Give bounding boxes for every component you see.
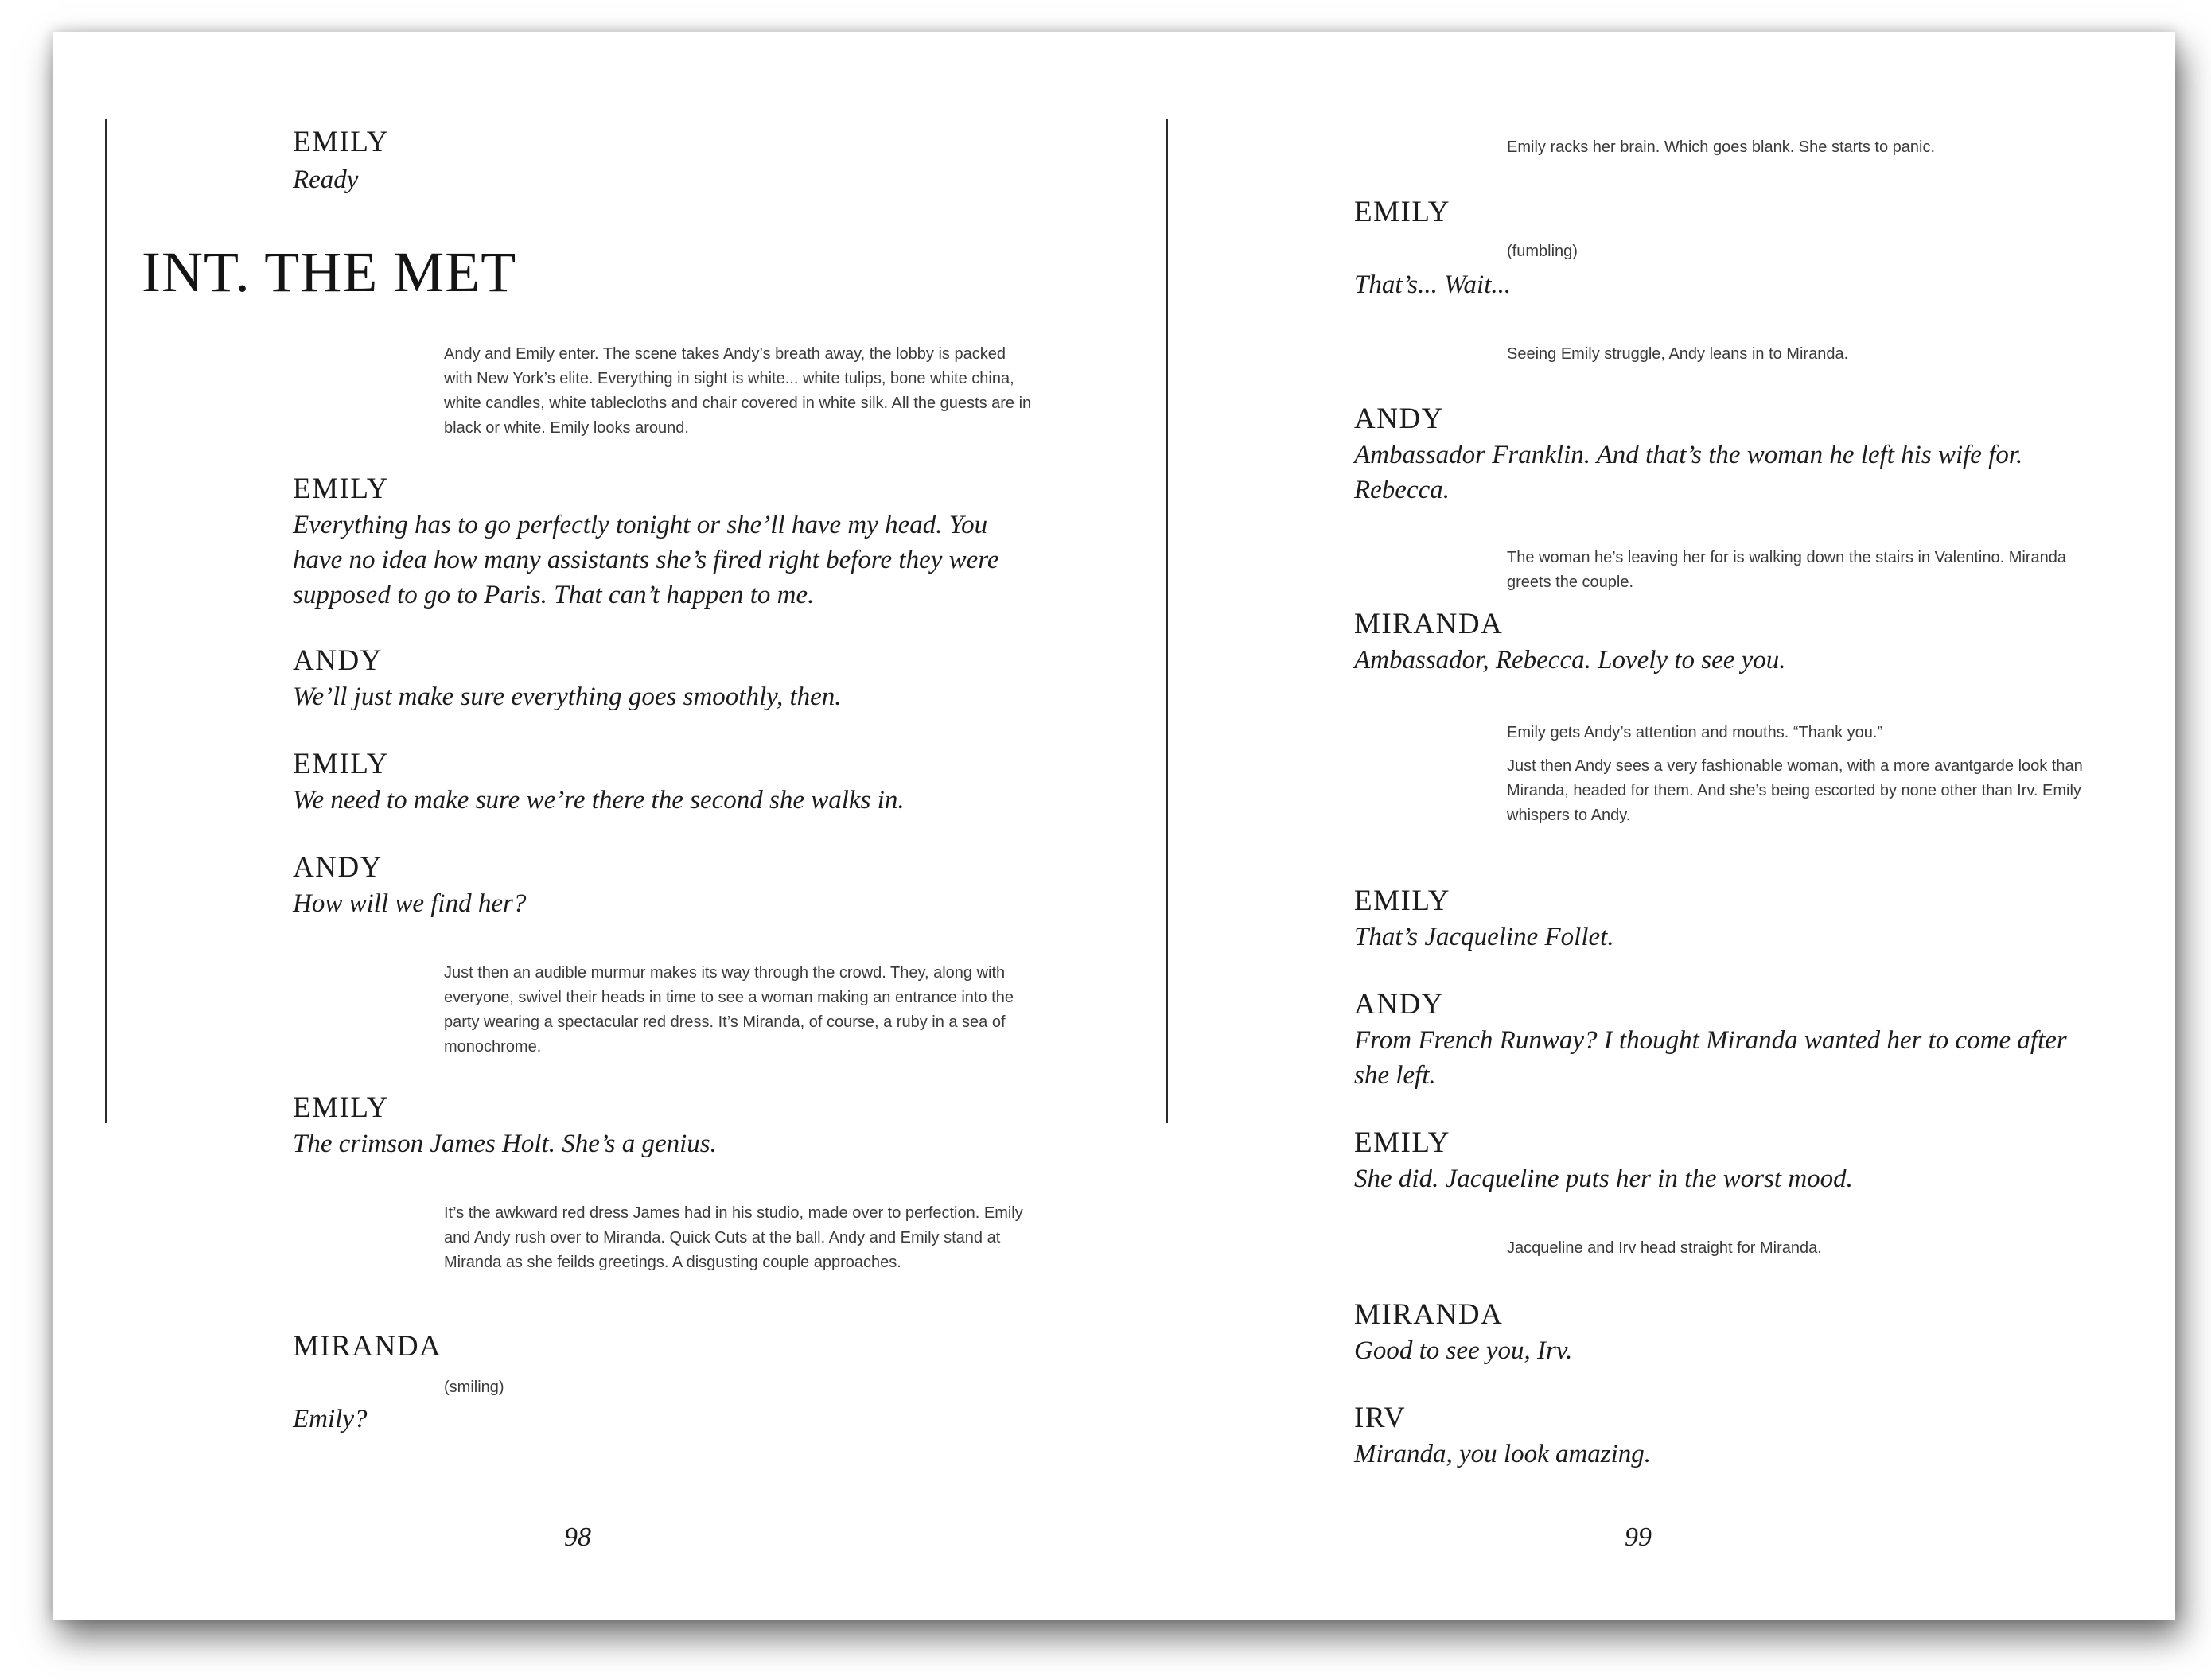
dialogue: That’s Jacqueline Follet. xyxy=(1354,923,1614,951)
character-name: EMILY xyxy=(1354,1126,1450,1159)
parenthetical: (fumbling) xyxy=(1507,243,1578,260)
dialogue: How will we find her? xyxy=(293,889,527,918)
character-name: IRV xyxy=(1354,1402,1407,1434)
action-text: Emily gets Andy’s attention and mouths. “Thank you.” xyxy=(1507,724,1883,741)
dialogue: Ready xyxy=(293,165,359,194)
dialogue: Emily? xyxy=(293,1405,368,1433)
character-name: EMILY xyxy=(293,472,389,505)
dialogue: Ambassador, Rebecca. Lovely to see you. xyxy=(1354,646,1786,675)
character-name: ANDY xyxy=(293,644,383,677)
dialogue: Everything has to go perfectly tonight or she’ll have my head. You have no idea how many assistants she’s fired right before they were supposed to go to Paris. That can’t happen to me. xyxy=(293,511,999,609)
character-name: EMILY xyxy=(1354,885,1450,917)
character-name: EMILY xyxy=(1354,196,1450,228)
character-name: MIRANDA xyxy=(293,1330,442,1363)
dialogue: Miranda, you look amazing. xyxy=(1354,1440,1652,1468)
character-name: EMILY xyxy=(293,126,389,158)
dialogue: That’s... Wait... xyxy=(1354,270,1512,299)
parenthetical: (smiling) xyxy=(444,1379,504,1396)
scene-heading: INT. THE MET xyxy=(142,240,517,304)
dialogue: Ambassador Franklin. And that’s the woman he left his wife for. Rebecca. xyxy=(1354,441,2023,504)
action-text: It’s the awkward red dress James had in his studio, made over to perfection. Emily and Andy rush over to Miranda. Quick Cuts at the ball. Andy and Emily stand at Miranda as she feilds greetings. A disgusting couple approaches. xyxy=(444,1204,1023,1271)
left-page xyxy=(53,32,1114,1620)
action-text: Just then Andy sees a very fashionable woman, with a more avantgarde look than Miranda, headed for them. And she’s being escorted by none other than Irv. Emily whispers to Andy. xyxy=(1507,757,2083,824)
character-name: ANDY xyxy=(293,851,383,884)
character-name: EMILY xyxy=(293,748,389,780)
action-text: Andy and Emily enter. The scene takes Andy’s breath away, the lobby is packed with New York’s elite. Everything in sight is white... white tulips, bone white china, white candles, white tablecloths and chair covered in white silk. All the guests are in black or white. Emily looks around. xyxy=(444,345,1032,437)
right-page xyxy=(1114,32,2175,1620)
page-number: 98 xyxy=(564,1522,591,1552)
book-spread xyxy=(53,32,2175,1620)
character-name: EMILY xyxy=(293,1091,389,1124)
character-name: ANDY xyxy=(1354,402,1444,435)
dialogue: From French Runway? I thought Miranda wanted her to come after she left. xyxy=(1354,1026,2067,1090)
action-text: Just then an audible murmur makes its way through the crowd. They, along with everyone, swivel their heads in time to see a woman making an entrance into the party wearing a spectacular red dress. It’s Miranda, of course, a ruby in a sea of monochrome. xyxy=(444,964,1014,1056)
dialogue: We need to make sure we’re there the second she walks in. xyxy=(293,786,905,815)
character-name: MIRANDA xyxy=(1354,608,1504,640)
character-name: MIRANDA xyxy=(1354,1298,1504,1331)
action-text: Emily racks her brain. Which goes blank. She starts to panic. xyxy=(1507,138,1936,156)
action-text: The woman he’s leaving her for is walking down the stairs in Valentino. Miranda greets the couple. xyxy=(1507,549,2066,591)
action-text: Jacqueline and Irv head straight for Miranda. xyxy=(1507,1239,1822,1257)
dialogue: We’ll just make sure everything goes smoothly, then. xyxy=(293,682,842,711)
page-number: 99 xyxy=(1625,1522,1652,1552)
dialogue: She did. Jacqueline puts her in the worst mood. xyxy=(1354,1165,1853,1193)
action-text: Seeing Emily struggle, Andy leans in to Miranda. xyxy=(1507,345,1849,363)
character-name: ANDY xyxy=(1354,988,1444,1021)
dialogue: Good to see you, Irv. xyxy=(1354,1336,1573,1365)
dialogue: The crimson James Holt. She’s a genius. xyxy=(293,1130,717,1158)
